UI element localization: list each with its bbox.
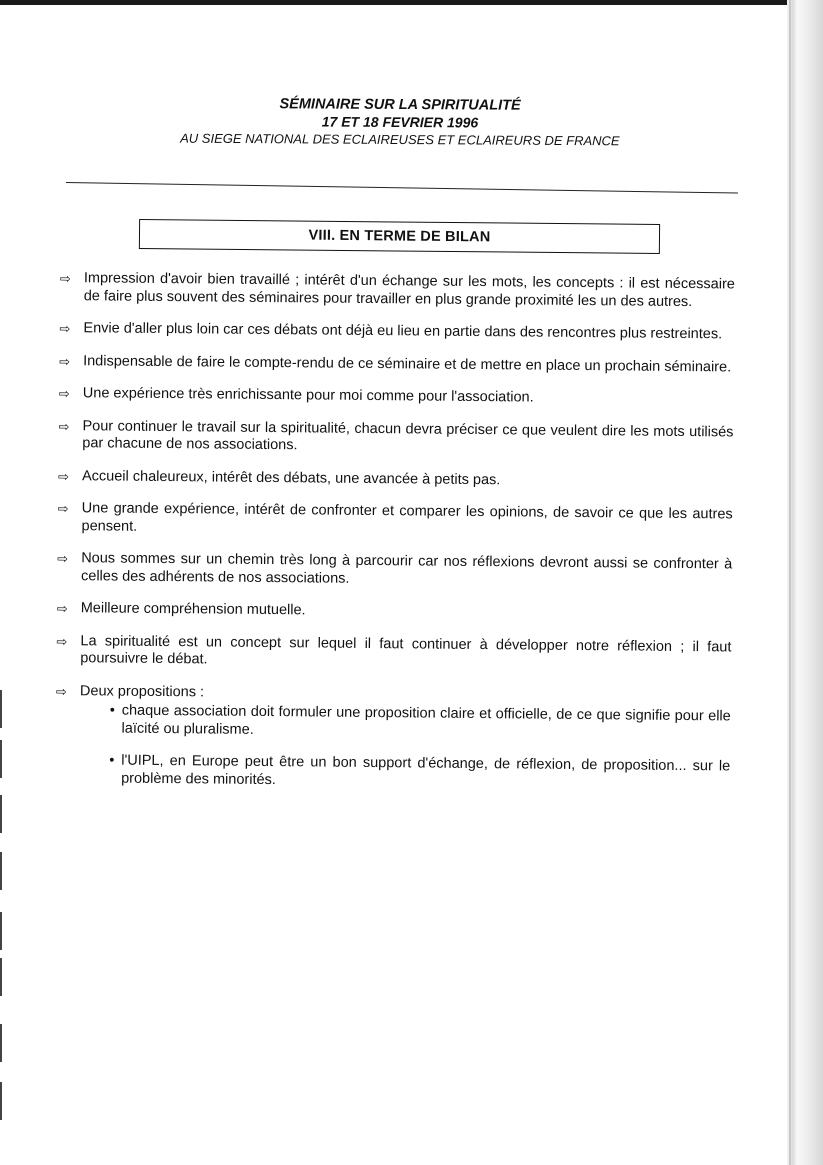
bullet-icon: •: [109, 752, 115, 769]
propositions-label: Deux propositions :: [79, 682, 205, 700]
scan-mark: [0, 912, 2, 950]
item-text: Impression d'avoir bien travaillé ; intérêt d'un échange sur les mots, les concepts : il est nécessaire de faire plus souvent des séminaires pour travailler en plus grande proximité les un des autres.: [83, 270, 735, 310]
page-edge: [789, 0, 791, 1165]
item-text: Une expérience très enrichissante pour moi comme pour l'association.: [82, 385, 534, 406]
section-heading-box: [139, 219, 660, 254]
list-item: [59, 352, 734, 376]
bilan-list: [55, 270, 735, 808]
item-text: Une grande expérience, intérêt de confronter et comparer les opinions, de savoir ce que les autres pensent.: [81, 500, 733, 535]
list-item: [57, 550, 732, 591]
proposition-text: l'UIPL, en Europe peut être un bon support d'échange, de réflexion, de proposition... sur le problème des minorités.: [121, 752, 731, 788]
scan-mark: [0, 1082, 2, 1120]
header-divider: [66, 182, 738, 194]
bullet-icon: •: [109, 702, 115, 719]
scan-mark: [0, 740, 2, 778]
list-item: [59, 385, 734, 409]
scan-mark: [0, 852, 2, 890]
arrow-icon: ⇨: [57, 500, 69, 517]
arrow-icon: ⇨: [59, 270, 71, 287]
scan-border-right: [787, 0, 823, 1165]
proposition-text: chaque association doit formuler une proposition claire et officielle, de ce que signifie pour elle laïcité ou pluralisme.: [121, 702, 731, 738]
arrow-icon: ⇨: [57, 550, 69, 567]
arrow-icon: ⇨: [59, 320, 71, 337]
section-title: VIII. EN TERME DE BILAN: [308, 227, 491, 246]
proposition-item: [110, 702, 731, 743]
scan-mark: [0, 1024, 2, 1062]
list-item: [57, 600, 732, 624]
scan-mark: [0, 690, 2, 728]
arrow-icon: ⇨: [56, 600, 68, 617]
list-item: [58, 417, 733, 458]
item-text: Pour continuer le travail sur la spiritualité, chacun devra préciser ce que veulent dire les mots utilisés par chacune de nos associations.: [82, 417, 734, 454]
proposition-item: [109, 752, 730, 793]
arrow-icon: ⇨: [55, 683, 67, 699]
propositions-item: [55, 682, 731, 793]
list-item: [60, 270, 735, 311]
header-title: SÉMINAIRE SUR LA SPIRITUALITÉ: [279, 96, 521, 114]
scan-mark: [0, 795, 2, 833]
item-text: Meilleure compréhension mutuelle.: [80, 600, 306, 619]
propositions-list: [79, 702, 731, 793]
item-text: Envie d'aller plus loin car ces débats ont déjà eu lieu en partie dans des rencontres plus restreintes.: [83, 320, 723, 343]
list-item: [56, 632, 731, 673]
document-header: [0, 94, 800, 153]
item-text: Accueil chaleureux, intérêt des débats, une avancée à petits pas.: [81, 467, 501, 488]
item-text: Indispensable de faire le compte-rendu de ce séminaire et de mettre en place un prochain séminaire.: [83, 352, 732, 375]
arrow-icon: ⇨: [59, 353, 71, 369]
list-item: [57, 500, 732, 541]
header-dates: 17 ET 18 FEVRIER 1996: [321, 113, 479, 131]
header-location: AU SIEGE NATIONAL DES ECLAIREUSES ET ECLAIREURS DE FRANCE: [180, 130, 620, 149]
list-item: [59, 320, 734, 344]
item-text: Nous sommes sur un chemin très long à parcourir car nos réflexions devront aussi se confronter à celles des adhérents de nos associations.: [80, 550, 733, 587]
scan-border-top: [0, 0, 823, 5]
list-item: [58, 467, 733, 491]
arrow-icon: ⇨: [56, 633, 68, 649]
item-text: La spiritualité est un concept sur lequel il faut continuer à développer notre réflexion ; il faut poursuivre le débat.: [80, 632, 732, 668]
arrow-icon: ⇨: [58, 418, 70, 434]
scan-mark: [0, 958, 2, 996]
arrow-icon: ⇨: [57, 468, 70, 484]
arrow-icon: ⇨: [58, 385, 70, 402]
